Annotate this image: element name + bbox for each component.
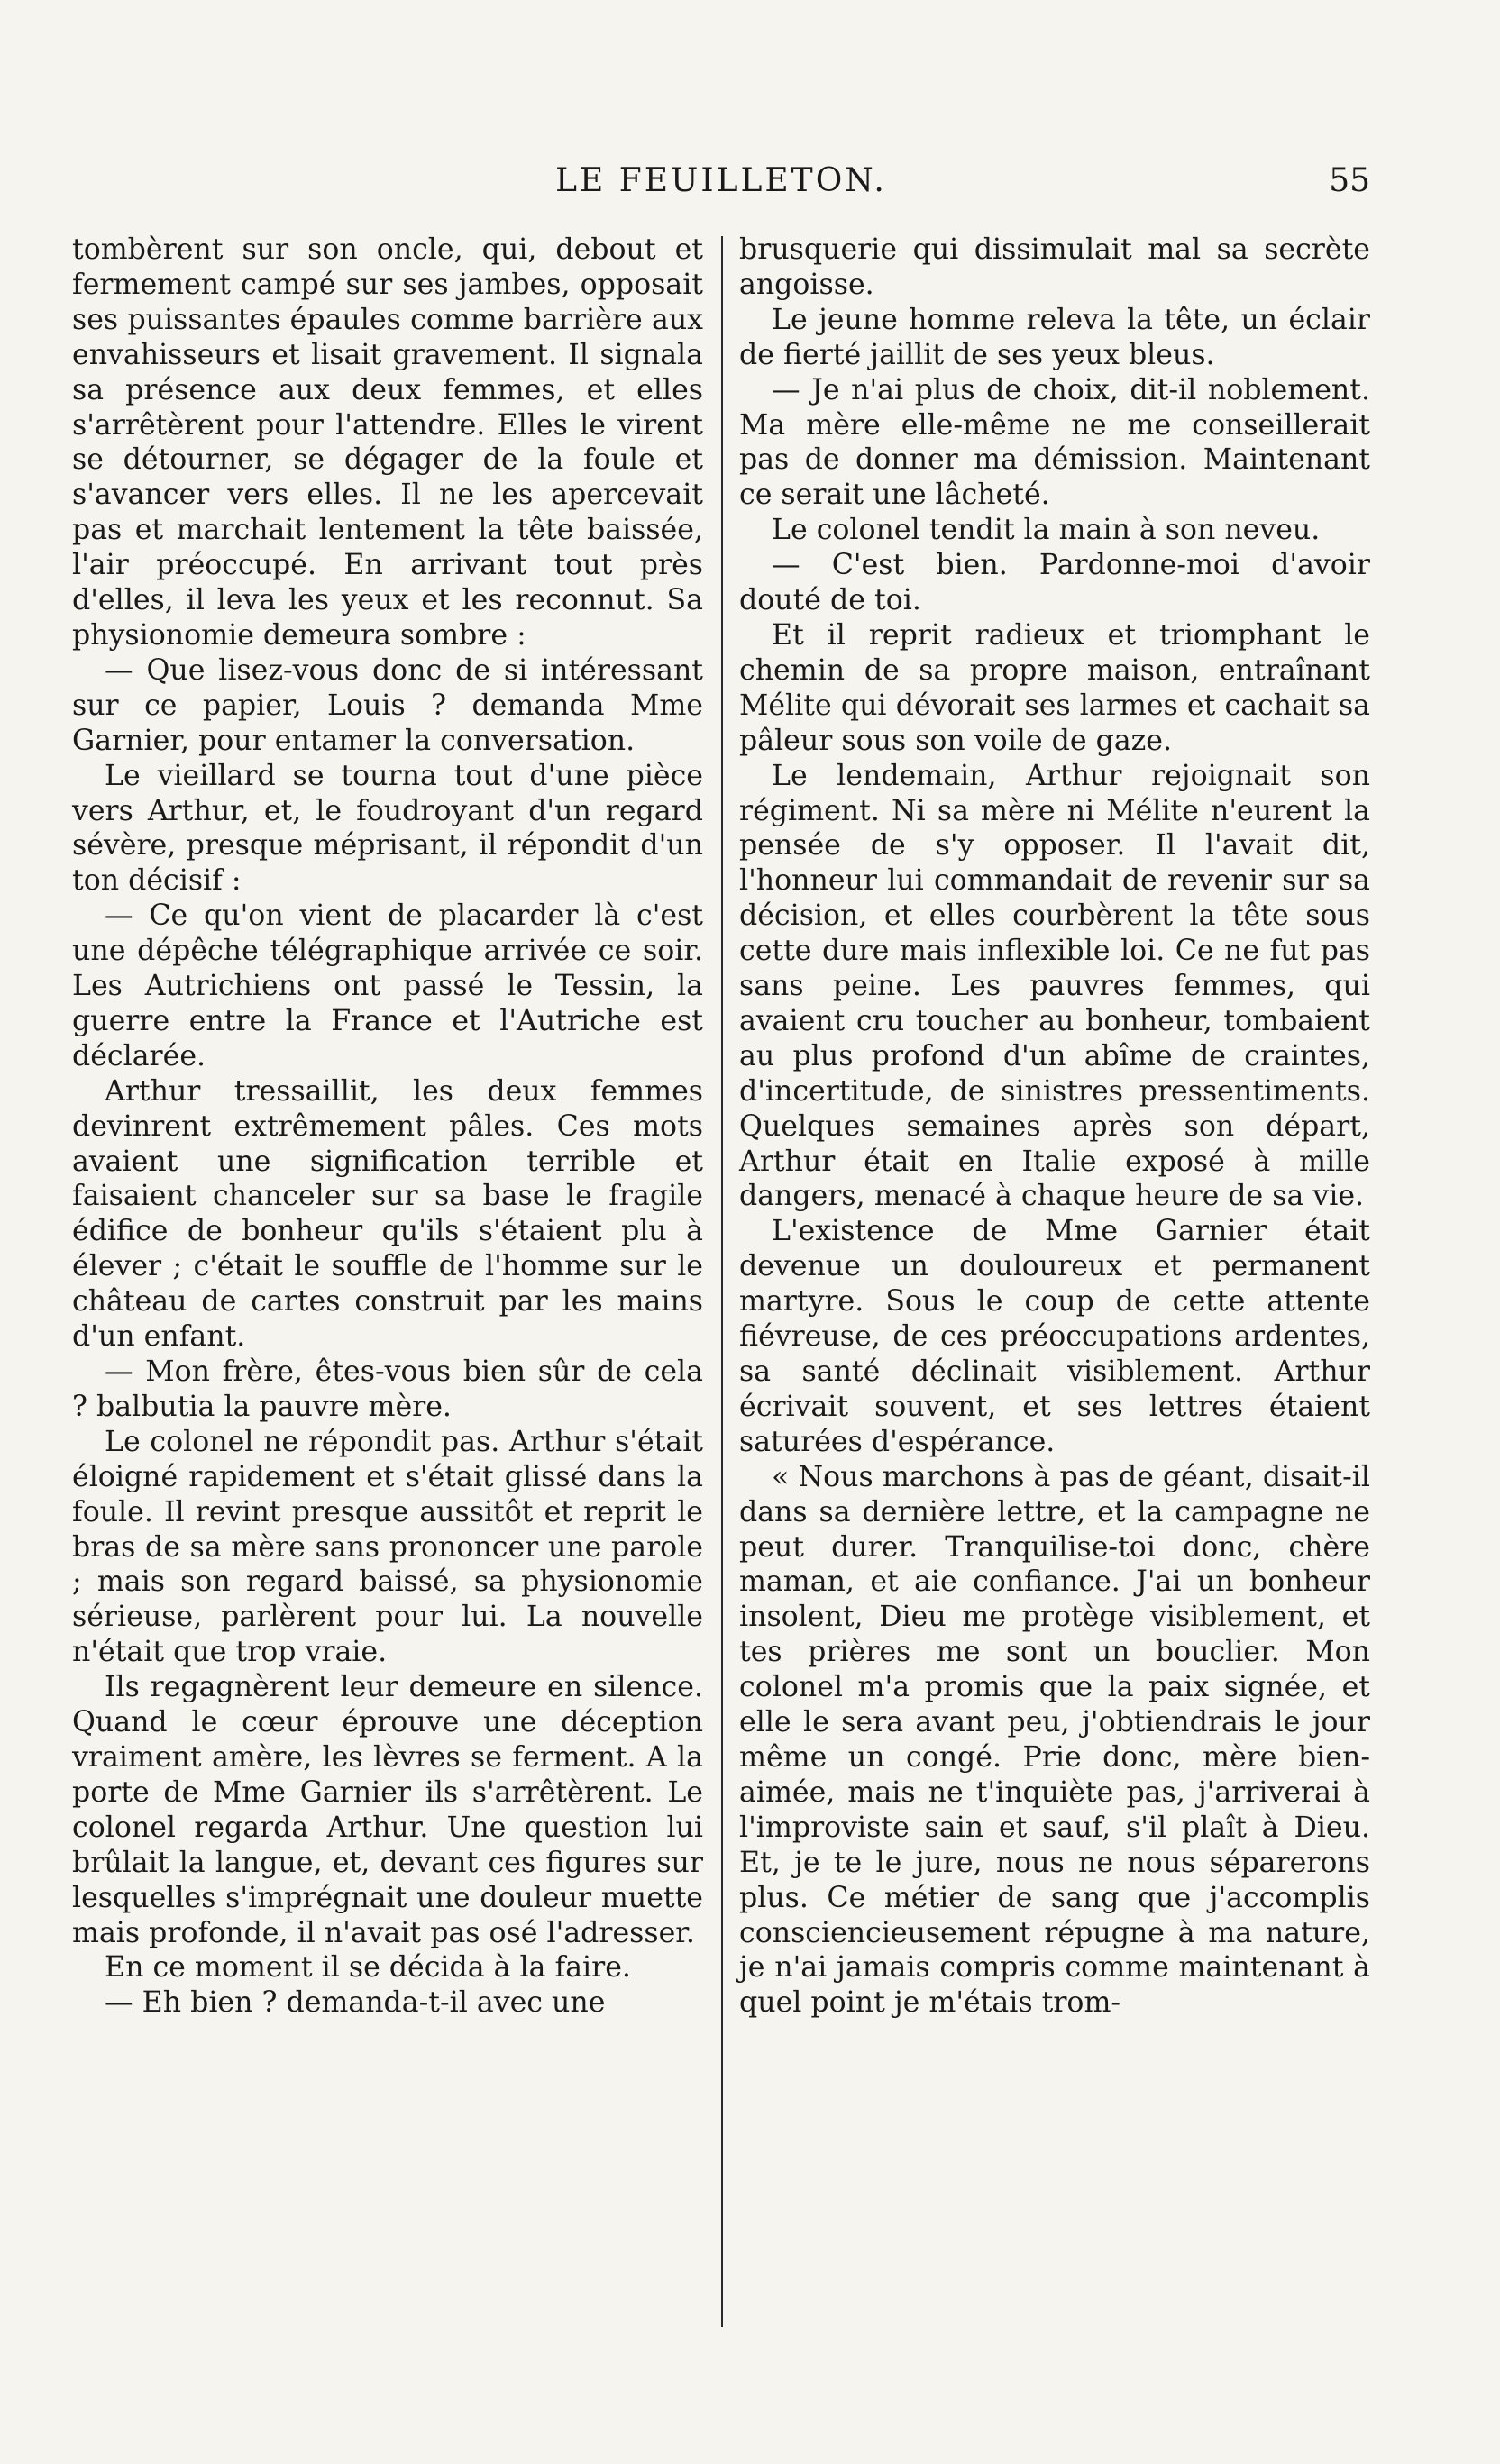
paragraph: — Mon frère, êtes-vous bien sûr de cela ? balbutia la pauvre mère. (72, 1355, 703, 1423)
paragraph: — Ce qu'on vient de placarder là c'est une dépêche télégraphique arrivée ce soir. Les Autrichiens ont passé le Tessin, la guerre entre la France et l'Autriche est déclarée. (72, 899, 703, 1072)
paragraph: Arthur tressaillit, les deux femmes devinrent extrêmement pâles. Ces mots avaient une signification terrible et faisaient chanceler sur sa base le fragile édifice de bonheur qu'ils s'étaient plu à élever ; c'était le souffle de l'homme sur le château de cartes construit par les mains d'un enfant. (72, 1074, 703, 1354)
running-title: LE FEUILLETON. (555, 162, 887, 199)
paragraph: brusquerie qui dissimulait mal sa secrète angoisse. (739, 233, 1370, 301)
paragraph: — C'est bien. Pardonne-moi d'avoir douté de toi. (739, 549, 1370, 617)
column-divider (721, 236, 723, 2327)
paragraph: Le colonel tendit la main à son neveu. (772, 514, 1321, 547)
paragraph: — Je n'ai plus de choix, dit-il noblement. Ma mère elle-même ne me conseillerait pas de donner ma démission. Maintenant ce serait une lâcheté. (739, 373, 1370, 512)
paragraph: Et il reprit radieux et triomphant le chemin de sa propre maison, entraînant Mélite qui dévorait ses larmes et cachait sa pâleur sous son voile de gaze. (739, 618, 1370, 757)
left-column (72, 233, 703, 2021)
right-column (739, 233, 1370, 2021)
paragraph: Le jeune homme releva la tête, un éclair de fierté jaillit de ses yeux bleus. (739, 303, 1370, 371)
paragraph: — Eh bien ? demanda-t-il avec une (105, 1986, 606, 2020)
paragraph: L'existence de Mme Garnier était devenue un douloureux et permanent martyre. Sous le coup de cette attente fiévreuse, de ces préoccupations ardentes, sa santé déclinait visiblement. Arthur écrivait souvent, et ses lettres étaient saturées d'espérance. (739, 1215, 1370, 1458)
paragraph: « Nous marchons à pas de géant, disait-il dans sa dernière lettre, et la campagne ne peut durer. Tranquilise-toi donc, chère maman, et aie confiance. J'ai un bonheur insolent, Dieu me protège visiblement, et tes prières me sont un bouclier. Mon colonel m'a promis que la paix signée, et elle le sera avant peu, j'obtiendrais le jour même un congé. Prie donc, mère bien-aimée, mais ne t'inquiète pas, j'arriverai à l'improviste sain et sauf, s'il plaît à Dieu. Et, je te le jure, nous ne nous séparerons plus. Ce métier de sang que j'accomplis consciencieusement répugne à ma nature, je n'ai jamais compris comme maintenant à quel point je m'étais trom- (739, 1460, 1370, 2020)
paragraph: tombèrent sur son oncle, qui, debout et fermement campé sur ses jambes, opposait ses puissantes épaules comme barrière aux envahisseurs et lisait gravement. Il signala sa présence aux deux femmes, et elles s'arrêtèrent pour l'attendre. Elles le virent se détourner, se dégager de la foule et s'avancer vers elles. Il ne les apercevait pas et marchait lentement la tête baissée, l'air préoccupé. En arrivant tout près d'elles, il leva les yeux et les reconnut. Sa physionomie demeura sombre : (72, 233, 703, 652)
page-number: 55 (1329, 162, 1370, 199)
paragraph: En ce moment il se décida à la faire. (105, 1951, 631, 1985)
paragraph: — Que lisez-vous donc de si intéressant sur ce papier, Louis ? demanda Mme Garnier, pour entamer la conversation. (72, 653, 703, 757)
paragraph: Le vieillard se tourna tout d'une pièce vers Arthur, et, le foudroyant d'un regard sévère, presque méprisant, il répondit d'un ton décisif : (72, 759, 703, 898)
page-header (72, 162, 1370, 225)
paragraph: Le colonel ne répondit pas. Arthur s'était éloigné rapidement et s'était glissé dans la foule. Il revint presque aussitôt et reprit le bras de sa mère sans prononcer une parole ; mais son regard baissé, sa physionomie sérieuse, parlèrent pour lui. La nouvelle n'était que trop vraie. (72, 1425, 703, 1669)
paragraph: Le lendemain, Arthur rejoignait son régiment. Ni sa mère ni Mélite n'eurent la pensée de s'y opposer. Il l'avait dit, l'honneur lui commandait de revenir sur sa décision, et elles courbèrent la tête sous cette dure mais inflexible loi. Ce ne fut pas sans peine. Les pauvres femmes, qui avaient cru toucher au bonheur, tombaient au plus profond d'un abîme de craintes, d'incertitude, de sinistres pressentiments. Quelques semaines après son départ, Arthur était en Italie exposé à mille dangers, menacé à chaque heure de sa vie. (739, 759, 1370, 1213)
paragraph: Ils regagnèrent leur demeure en silence. Quand le cœur éprouve une déception vraiment amère, les lèvres se ferment. A la porte de Mme Garnier ils s'arrêtèrent. Le colonel regarda Arthur. Une question lui brûlait la langue, et, devant ces figures sur lesquelles s'imprégnait une douleur muette mais profonde, il n'avait pas osé l'adresser. (72, 1671, 703, 1949)
